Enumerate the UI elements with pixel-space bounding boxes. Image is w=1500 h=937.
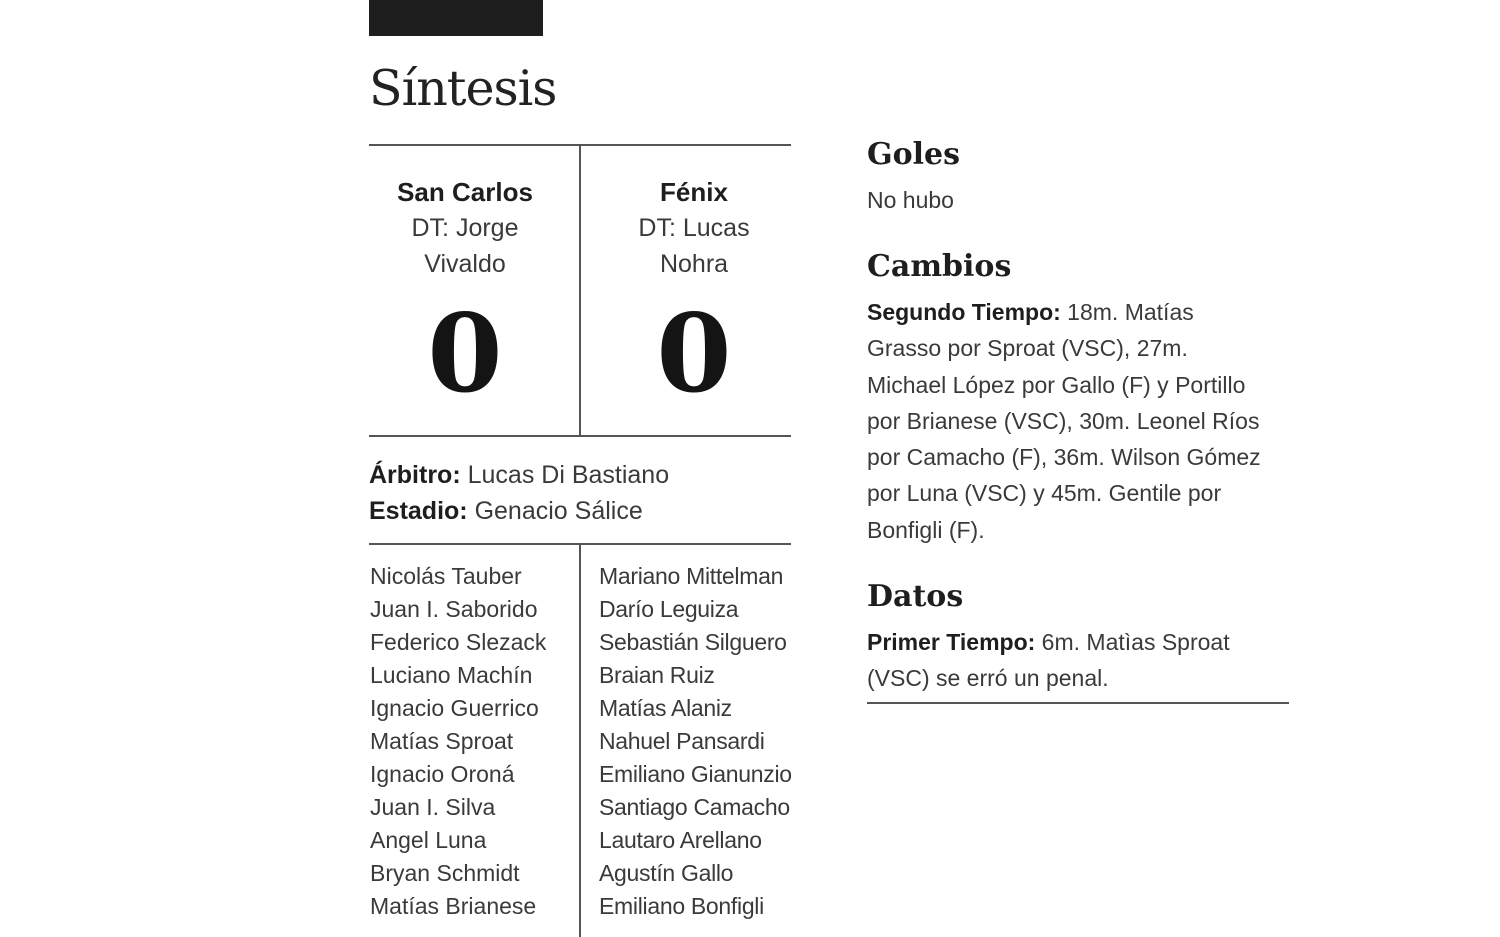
- divider-teams: [579, 146, 581, 435]
- list-item: Sebastián Silguero: [599, 629, 787, 655]
- list-item: Santiago Camacho: [599, 794, 790, 820]
- match-info: [369, 457, 669, 529]
- substitutions-section: [867, 248, 1292, 548]
- list-item: Nicolás Tauber: [370, 563, 522, 589]
- team-score: 0: [656, 291, 732, 417]
- list-item: Matías Alaniz: [599, 695, 732, 721]
- list-item: Darío Leguiza: [599, 596, 739, 622]
- lineup-away: [599, 560, 792, 923]
- text-line-part: 18m. Matías: [1060, 299, 1194, 325]
- divider-mid: [369, 435, 791, 437]
- list-item: Matías Sproat: [370, 728, 514, 754]
- list-item: Mariano Mittelman: [599, 563, 784, 589]
- page-title: Síntesis: [369, 60, 557, 117]
- list-item: Ignacio Oroná: [370, 761, 515, 787]
- referee-value: Lucas Di Bastiano: [467, 461, 670, 489]
- period-label: Segundo Tiempo:: [867, 299, 1061, 325]
- list-item: Ignacio Guerrico: [370, 695, 539, 721]
- text-line: por Luna (VSC) y 45m. Gentile por: [867, 480, 1222, 507]
- team-coach: DT: Lucas: [638, 214, 750, 242]
- stadium-line: [369, 493, 669, 529]
- team-name: San Carlos: [397, 177, 533, 207]
- team-coach: Nohra: [659, 250, 729, 278]
- list-item: Agustín Gallo: [599, 860, 734, 886]
- text-line: Bonfigli (F).: [867, 516, 985, 543]
- list-item: Angel Luna: [370, 827, 487, 853]
- text-line: [867, 294, 1292, 330]
- team-away: [594, 174, 794, 417]
- list-item: Matías Brianese: [370, 893, 537, 919]
- section-heading: Goles: [867, 137, 961, 172]
- list-item: Juan I. Saborido: [370, 596, 538, 622]
- header-bar: [369, 0, 543, 36]
- substitutions-text: [867, 294, 1292, 548]
- team-name: Fénix: [660, 177, 728, 207]
- text-line: Grasso por Sproat (VSC), 27m.: [867, 335, 1188, 362]
- text-line: por Camacho (F), 36m. Wilson Gómez: [867, 444, 1261, 471]
- text-line: por Brianese (VSC), 30m. Leonel Ríos: [867, 407, 1260, 434]
- referee-line: [369, 457, 669, 493]
- period-label: Primer Tiempo:: [867, 629, 1036, 655]
- list-item: Luciano Machín: [370, 662, 533, 688]
- section-heading: Cambios: [867, 249, 1012, 284]
- list-item: Emiliano Gianunzio: [599, 761, 792, 787]
- list-item: Emiliano Bonfigli: [599, 893, 764, 919]
- list-item: Juan I. Silva: [370, 794, 496, 820]
- team-coach: DT: Jorge: [411, 214, 519, 242]
- text-line-part: 6m. Matìas Sproat: [1035, 629, 1230, 655]
- text-line: (VSC) se erró un penal.: [867, 665, 1109, 692]
- section-heading: Datos: [867, 579, 964, 614]
- list-item: Lautaro Arellano: [599, 827, 762, 853]
- stadium-label: Estadio:: [369, 497, 468, 525]
- list-item: Federico Slezack: [370, 629, 547, 655]
- referee-label: Árbitro:: [369, 461, 461, 489]
- divider-lineup-columns: [579, 545, 581, 937]
- stadium-value: Genacio Sálice: [474, 497, 643, 525]
- team-score: 0: [427, 291, 503, 417]
- text-line: [867, 624, 1292, 660]
- list-item: Nahuel Pansardi: [599, 728, 765, 754]
- goals-section: [867, 136, 1292, 218]
- list-item: Bryan Schmidt: [370, 860, 520, 886]
- goals-text: No hubo: [867, 187, 954, 213]
- data-section: [867, 578, 1292, 697]
- lineup-home: [370, 560, 546, 923]
- data-text: [867, 624, 1292, 697]
- divider-bottom: [867, 702, 1289, 704]
- list-item: Braian Ruiz: [599, 662, 715, 688]
- team-home: [365, 174, 565, 417]
- text-line: Michael López por Gallo (F) y Portillo: [867, 371, 1246, 398]
- team-coach: Vivaldo: [424, 250, 506, 278]
